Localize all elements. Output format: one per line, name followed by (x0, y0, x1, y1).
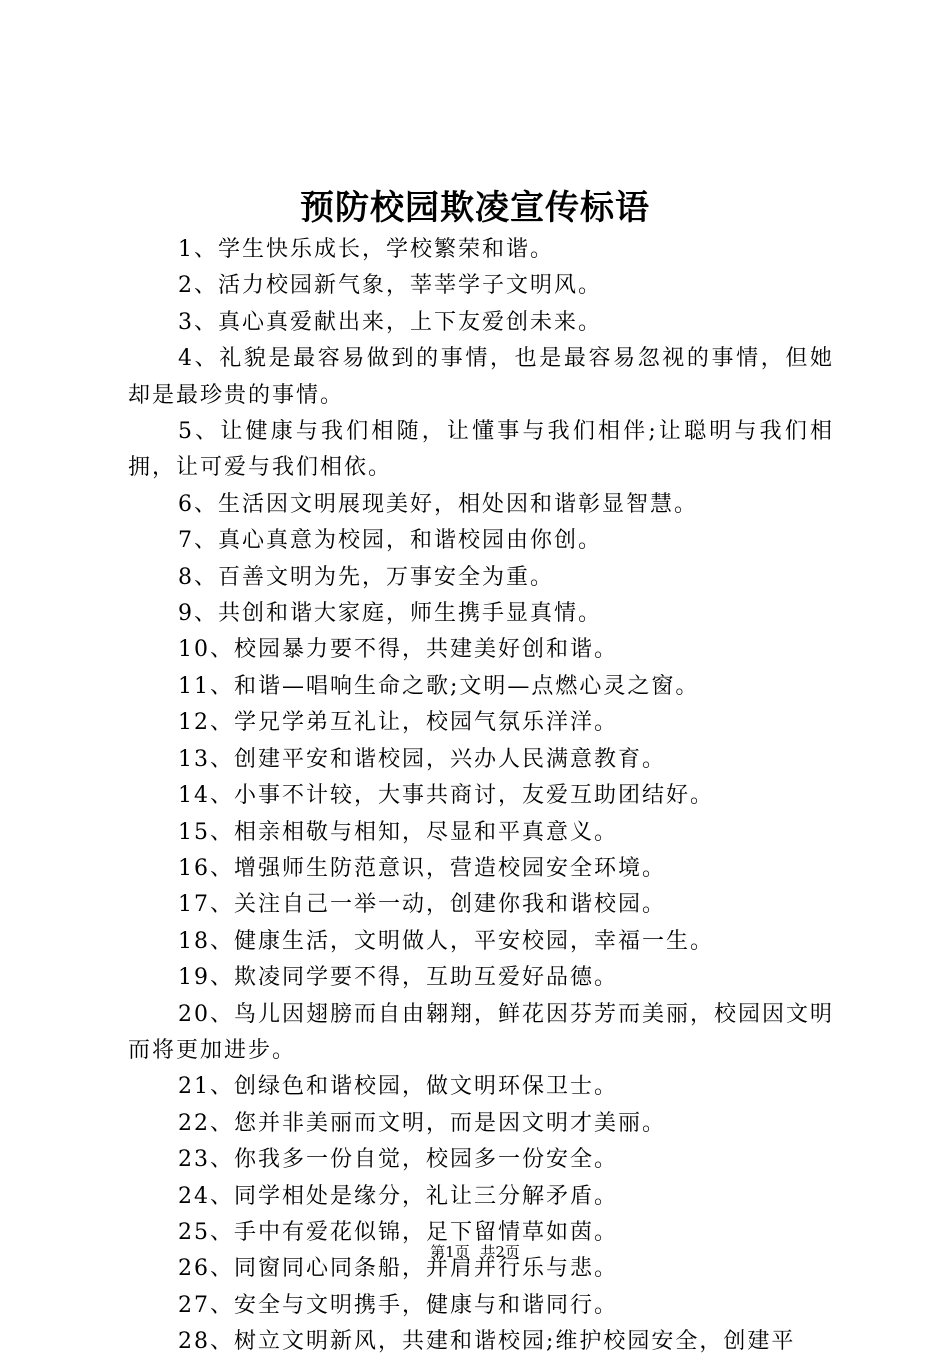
list-item: 11、和谐—唱响生命之歌;文明—点燃心灵之窗。 (178, 673, 700, 699)
list-item: 2、活力校园新气象，莘莘学子文明风。 (178, 273, 602, 299)
page-footer (0, 1242, 950, 1262)
list-item: 20、鸟儿因翅膀而自由翱翔，鲜花因芬芳而美丽，校园因文明而将更加进步。 (128, 1001, 834, 1063)
list-item: 17、关注自己一举一动，创建你我和谐校园。 (178, 892, 666, 918)
list-item: 1、学生快乐成长，学校繁荣和谐。 (178, 237, 554, 262)
list-item: 21、创绿色和谐校园，做文明环保卫士。 (178, 1074, 618, 1100)
document-title: 预防校园欺凌宣传标语 (300, 188, 650, 228)
list-item: 24、同学相处是缘分，礼让三分解矛盾。 (178, 1183, 618, 1209)
list-item: 26、同窗同心同条船，并肩并行乐与悲。 (178, 1256, 618, 1282)
list-item: 25、手中有爱花似锦，足下留情草如茵。 (178, 1219, 618, 1245)
slogan-list (128, 232, 834, 1361)
list-item: 10、校园暴力要不得，共建美好创和谐。 (178, 637, 618, 663)
list-item: 8、百善文明为先，万事安全为重。 (178, 564, 554, 590)
list-item: 5、让健康与我们相随，让懂事与我们相伴;让聪明与我们相拥，让可爱与我们相依。 (128, 419, 834, 481)
list-item: 12、学兄学弟互礼让，校园气氛乐洋洋。 (178, 710, 618, 736)
list-item: 19、欺凌同学要不得，互助互爱好品德。 (178, 965, 618, 991)
page-total: 共2页 (480, 1243, 520, 1261)
list-item: 3、真心真爱献出来，上下友爱创未来。 (178, 309, 602, 335)
list-item: 28、树立文明新风，共建和谐校园;维护校园安全，创建平 (178, 1329, 796, 1355)
list-item: 7、真心真意为校园，和谐校园由你创。 (178, 528, 602, 554)
page-number: 第1页 (430, 1243, 470, 1261)
list-item: 9、共创和谐大家庭，师生携手显真情。 (178, 601, 602, 627)
list-item: 6、生活因文明展现美好，相处因和谐彰显智慧。 (178, 491, 698, 517)
list-item: 16、增强师生防范意识，营造校园安全环境。 (178, 855, 666, 881)
list-item: 4、礼貌是最容易做到的事情，也是最容易忽视的事情，但她却是最珍贵的事情。 (128, 346, 834, 408)
list-item: 13、创建平安和谐校园，兴办人民满意教育。 (178, 746, 666, 772)
list-item: 22、您并非美丽而文明，而是因文明才美丽。 (178, 1110, 666, 1136)
list-item: 27、安全与文明携手，健康与和谐同行。 (178, 1292, 618, 1318)
list-item: 23、你我多一份自觉，校园多一份安全。 (178, 1147, 618, 1173)
list-item: 14、小事不计较，大事共商讨，友爱互助团结好。 (178, 783, 714, 809)
list-item: 15、相亲相敬与相知，尽显和平真意义。 (178, 819, 618, 845)
list-item: 18、健康生活，文明做人，平安校园，幸福一生。 (178, 928, 714, 954)
